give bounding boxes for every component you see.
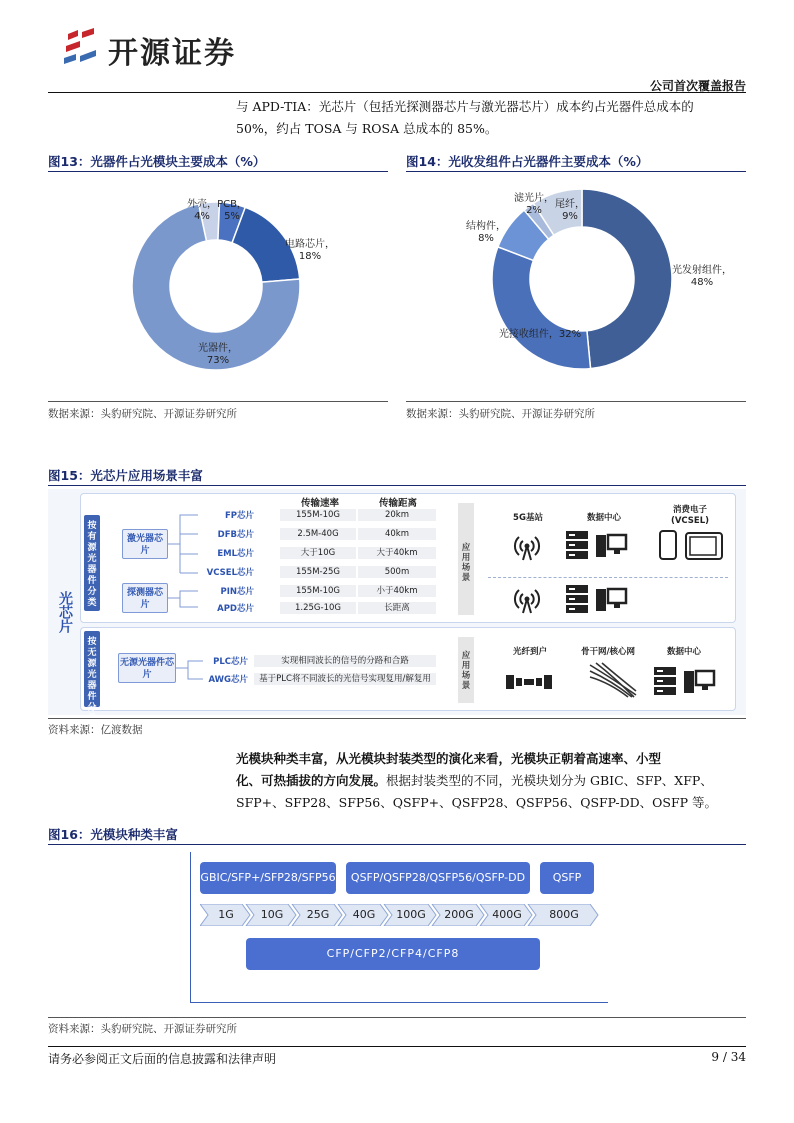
antenna-icon xyxy=(510,584,544,614)
module-paragraph xyxy=(236,748,748,814)
fig16-source: 资料来源：头豹研究院、开源证券研究所 xyxy=(48,1023,237,1035)
scene-5g: 5G基站 xyxy=(513,513,543,523)
server-icon xyxy=(652,665,716,697)
cfp-box: CFP/CFP2/CFP4/CFP8 xyxy=(246,938,540,970)
chip-name: FP芯片 xyxy=(224,511,254,521)
antenna-icon xyxy=(510,531,544,561)
passive-scene-label: 应用场景 xyxy=(458,637,474,703)
fig15-source: 资料来源：亿渡数据 xyxy=(48,724,143,736)
fig16-source-rule xyxy=(48,1017,746,1018)
active-scene-label: 应用场景 xyxy=(458,503,474,615)
donut-label-1: 5% xyxy=(224,211,240,222)
chip-name: APD芯片 xyxy=(217,604,254,614)
chip-rate: 155M-10G xyxy=(280,585,356,597)
scene-datacenter-2: 数据中心 xyxy=(666,647,701,657)
speed-200g: 200G xyxy=(444,908,474,921)
company-logo xyxy=(62,26,102,70)
scene-consumer-text: 消费电子 (VCSEL) xyxy=(670,505,710,526)
donut-slice-1 xyxy=(492,247,591,369)
scene-ftth: 光纤到户 xyxy=(512,647,547,657)
fig16-diagram xyxy=(190,852,610,1014)
fig16-y-axis xyxy=(190,852,191,1002)
fig14-title-rule xyxy=(406,171,746,172)
chip-rate: 155M-10G xyxy=(280,509,356,521)
donut-label-3: 滤光片， xyxy=(514,193,554,204)
fig16-x-axis xyxy=(190,1002,608,1003)
gbic-sfp-box: GBIC/SFP+/SFP28/SFP56 xyxy=(200,862,336,894)
chip-dist: 40km xyxy=(358,528,436,540)
donut-label-3: 2% xyxy=(526,205,542,216)
speed-800g: 800G xyxy=(549,908,579,921)
fig13-source: 数据来源：头豹研究院、开源证券研究所 xyxy=(48,408,237,420)
chip-dist: 大于40km xyxy=(358,547,436,559)
chip-dist: 长距离 xyxy=(358,602,436,614)
active-side-label: 按有源光器件分类 xyxy=(84,515,100,611)
chip-rate: 1.25G-10G xyxy=(280,602,356,614)
fig15-title-rule xyxy=(48,485,746,486)
server-icon xyxy=(564,529,628,561)
laser-chip-label: 激光器芯片 xyxy=(126,534,163,556)
para2-line-1 xyxy=(236,748,748,770)
donut-label-0: 4% xyxy=(194,211,210,222)
speed-100g: 100G xyxy=(396,908,426,921)
server-icon xyxy=(564,583,628,615)
footer-disclaimer: 请务必参阅正文后面的信息披露和法律声明 xyxy=(48,1052,277,1066)
para2-bold-2: 化、可热插拔的方向发展。 xyxy=(236,773,387,788)
footer-rule xyxy=(48,1046,746,1047)
donut-slice-0 xyxy=(582,189,672,369)
speed-1g: 1G xyxy=(218,908,234,921)
scene-backbone: 骨干网/核心网 xyxy=(580,647,636,657)
chip-name: VCSEL芯片 xyxy=(206,568,254,578)
scene-divider xyxy=(488,577,728,578)
fig16-title-rule xyxy=(48,844,746,845)
header-divider xyxy=(48,92,746,93)
col-header-dist: 传输距离 xyxy=(378,498,417,509)
passive-chip-label: 无源光器件芯片 xyxy=(119,658,174,680)
speed-400g: 400G xyxy=(492,908,522,921)
detector-chip-label: 探测器芯片 xyxy=(126,588,163,610)
fig15-diagram xyxy=(48,489,746,724)
fiber-bundle-icon xyxy=(588,661,638,699)
chip-name: DFB芯片 xyxy=(217,530,254,540)
para2-bold-1: 光模块种类丰富，从光模块封装类型的演化来看，光模块正朝着高速率、小型 xyxy=(236,751,662,766)
qsfp-box: QSFP xyxy=(540,862,594,894)
donut-label-2: 18% xyxy=(298,251,322,262)
fig13-title-rule xyxy=(48,171,388,172)
chip-name: PLC芯片 xyxy=(213,657,248,667)
fiber-connector-icon xyxy=(504,671,554,693)
chip-rate: 大于10G xyxy=(280,547,356,559)
donut-label-0: 48% xyxy=(690,277,714,288)
scene-consumer xyxy=(650,505,730,527)
donut-label-4: 9% xyxy=(562,211,578,222)
fig14-source: 数据来源：头豹研究院、开源证券研究所 xyxy=(406,408,595,420)
chip-desc: 实现相同波长的信号的分路和合路 xyxy=(254,655,436,667)
phone-tablet-icon xyxy=(656,529,726,561)
passive-side-label: 按无源光器件分类 xyxy=(84,631,100,707)
fig14-source-rule xyxy=(406,401,746,402)
intro-line-2: 50%，约占 TOSA 与 ROSA 总成本的 85%。 xyxy=(236,121,498,136)
speed-10g: 10G xyxy=(260,908,284,921)
donut-label-2: 结构件， xyxy=(466,221,506,232)
chip-rate: 2.5M-40G xyxy=(280,528,356,540)
fig15-source-rule xyxy=(48,718,746,719)
fig13-title: 图13：光器件占光模块主要成本（%） xyxy=(48,154,266,169)
fig13-source-rule xyxy=(48,401,388,402)
donut-label-0: 外壳， xyxy=(187,199,217,210)
intro-paragraph xyxy=(236,96,748,140)
donut-label-0: 光发射组件， xyxy=(672,265,732,276)
chip-rate: 155M-25G xyxy=(280,566,356,578)
speed-40g: 40G xyxy=(352,908,376,921)
fig14-title: 图14：光收发组件占光器件主要成本（%） xyxy=(406,154,649,169)
donut-label-3: 73% xyxy=(206,355,230,366)
donut-label-4: 尾纤， xyxy=(555,199,585,210)
report-type: 公司首次覆盖报告 xyxy=(649,79,746,93)
qsfp-dd-box: QSFP/QSFP28/QSFP56/QSFP-DD xyxy=(346,862,530,894)
speed-labels xyxy=(200,904,600,926)
company-name: 开源证券 xyxy=(108,36,236,71)
chip-desc: 基于PLC将不同波长的光信号实现复用/解复用 xyxy=(254,673,436,685)
para2-line-2 xyxy=(236,770,748,792)
fig13-donut-chart xyxy=(48,175,388,397)
chip-name: AWG芯片 xyxy=(208,675,248,685)
chip-dist: 小于40km xyxy=(358,585,436,597)
scene-datacenter: 数据中心 xyxy=(586,513,621,523)
speed-25g: 25G xyxy=(306,908,330,921)
donut-label-2: 8% xyxy=(478,233,494,244)
fig14-donut-chart xyxy=(406,175,746,397)
col-header-rate: 传输速率 xyxy=(300,498,339,509)
chip-dist: 500m xyxy=(358,566,436,578)
fig15-title: 图15：光芯片应用场景丰富 xyxy=(48,468,203,483)
page-number: 9 / 34 xyxy=(711,1050,746,1064)
chip-dist: 20km xyxy=(358,509,436,521)
logo-icon xyxy=(62,26,102,70)
chip-name: PIN芯片 xyxy=(220,587,254,597)
main-label-text: 光芯片 xyxy=(57,591,73,633)
intro-line-1: 与 APD-TIA：光芯片（包括光探测器芯片与激光器芯片）成本约占光器件总成本的 xyxy=(236,99,694,114)
donut-label-3: 光器件， xyxy=(198,343,238,354)
fig16-title: 图16：光模块种类丰富 xyxy=(48,827,178,842)
donut-label-2: 电路芯片， xyxy=(285,239,335,250)
chip-name: EML芯片 xyxy=(217,549,254,559)
donut-label-1: 光接收组件，32% xyxy=(498,329,582,340)
para2-normal-1: 根据封装类型的不同，光模块划分为 GBIC、SFP、XFP、 xyxy=(386,773,713,788)
donut-label-1: PCB， xyxy=(217,199,247,210)
para2-line-3: SFP+、SFP28、SFP56、QSFP+、QSFP28、QSFP56、QSFP-DD、OSFP 等。 xyxy=(236,795,718,810)
